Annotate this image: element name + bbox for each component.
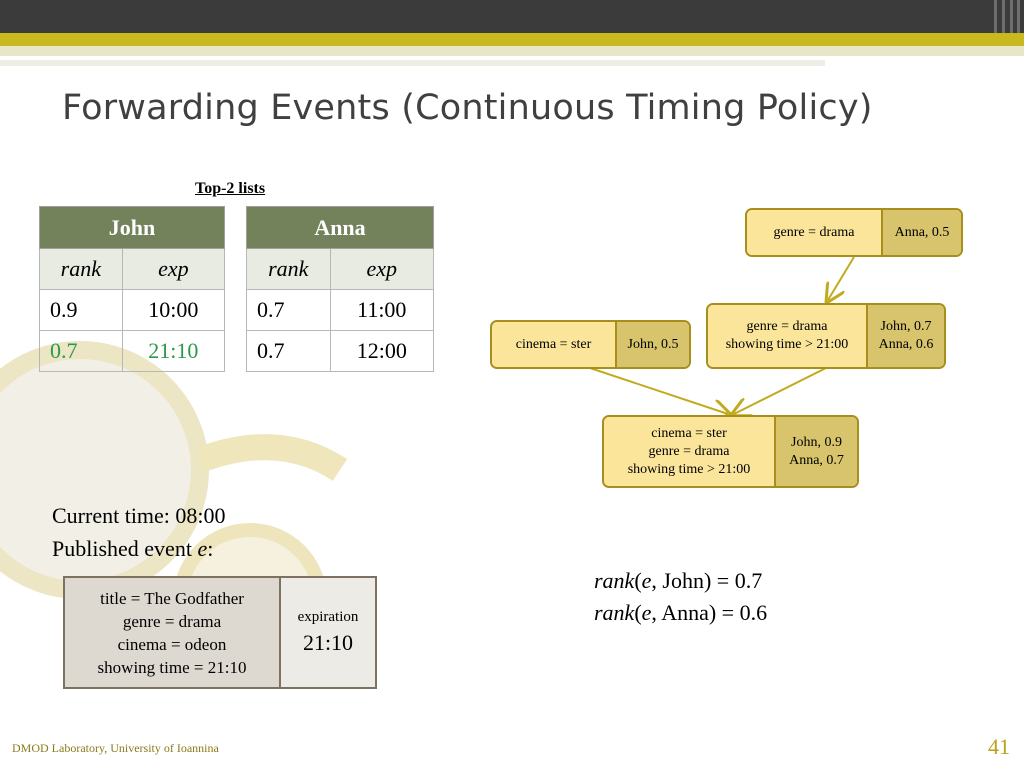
node-subscribers: John, 0.5: [617, 322, 689, 367]
event-attr-line: cinema = odeon: [117, 634, 227, 654]
col-header-exp: exp: [122, 249, 224, 290]
rank-fn: rank: [594, 600, 635, 625]
node-condition: [604, 417, 776, 486]
slide-footer: DMOD Laboratory, University of Ioannina: [12, 741, 219, 755]
top2-lists-caption: Top-2 lists: [195, 180, 266, 197]
rank-paren: (: [634, 600, 642, 625]
exp-cell: 12:00: [330, 331, 433, 372]
condition-line: showing time > 21:00: [725, 337, 849, 352]
event-expiration: [281, 578, 375, 687]
event-attr-line: genre = drama: [122, 611, 222, 631]
rank-var: e: [641, 600, 652, 625]
rank-fn: rank: [594, 568, 635, 593]
table-row: [247, 331, 434, 372]
graph-node-genre-time: [706, 303, 946, 369]
light-bar: [0, 46, 1024, 56]
exp-cell: 10:00: [122, 290, 224, 331]
event-variable: e: [197, 536, 208, 561]
gold-bar: [0, 33, 1024, 46]
bar-stripe: [1017, 0, 1020, 33]
graph-node-genre: [745, 208, 963, 257]
bar-stripe: [994, 0, 997, 33]
rank-cell: 0.7: [40, 331, 123, 372]
rank-cell: 0.7: [247, 331, 331, 372]
col-header-exp: exp: [330, 249, 433, 290]
exp-cell: 11:00: [330, 290, 433, 331]
bar-stripe: [1010, 0, 1013, 33]
condition-line: cinema = ster: [651, 425, 727, 441]
anna-toplist-table: [246, 206, 434, 372]
condition-line: genre = drama: [746, 319, 828, 334]
anna-table-header: Anna: [247, 207, 434, 249]
node-condition: cinema = ster: [492, 322, 617, 367]
bar-stripe: [1002, 0, 1005, 33]
condition-line: showing time > 21:00: [627, 461, 751, 477]
edge-genre-time-to-all: [734, 368, 826, 414]
published-suffix: :: [207, 536, 214, 561]
subscriber-line: John, 0.9: [791, 434, 842, 450]
condition-line: genre = drama: [648, 443, 730, 459]
event-attr-line: title = The Godfather: [100, 588, 244, 608]
node-subscribers: [776, 417, 857, 486]
light-bar-short: [0, 60, 825, 66]
edge-cinema-to-all: [590, 368, 728, 414]
table-row: [40, 331, 225, 372]
expiration-value: 21:10: [302, 630, 354, 655]
col-header-rank: rank: [40, 249, 123, 290]
node-condition: genre = drama: [747, 210, 883, 255]
published-event-text: [52, 536, 213, 562]
node-subscribers: [868, 305, 944, 367]
table-row: [40, 290, 225, 331]
page-number: 41: [988, 734, 1010, 759]
rank-cell: 0.9: [40, 290, 123, 331]
subscriber-line: Anna, 0.6: [878, 337, 934, 352]
published-event-box: [63, 576, 377, 689]
table-row: [247, 290, 434, 331]
rank-var: e: [641, 568, 652, 593]
col-header-rank: rank: [247, 249, 331, 290]
node-condition: [708, 305, 868, 367]
expiration-label: expiration: [297, 609, 359, 625]
rank-cell: 0.7: [247, 290, 331, 331]
rank-paren: (: [634, 568, 642, 593]
node-subscribers: Anna, 0.5: [883, 210, 961, 255]
event-attr-line: showing time = 21:10: [97, 657, 247, 677]
published-prefix: Published event: [52, 536, 198, 561]
john-toplist-table: [39, 206, 225, 372]
current-time-text: Current time: 08:00: [52, 503, 226, 528]
john-table-header: John: [40, 207, 225, 249]
event-attributes: [65, 578, 281, 687]
rank-john-formula: [594, 568, 762, 594]
rank-anna-formula: [594, 600, 767, 626]
rank-rest: , John) = 0.7: [651, 568, 763, 593]
exp-cell: 21:10: [122, 331, 224, 372]
rank-rest: , Anna) = 0.6: [651, 600, 768, 625]
edge-genre-to-genre-time: [828, 257, 854, 300]
graph-node-cinema: [490, 320, 691, 369]
subscriber-line: Anna, 0.7: [789, 452, 844, 468]
top-dark-bar: [0, 0, 1024, 33]
slide-title: Forwarding Events (Continuous Timing Policy): [62, 88, 873, 128]
subscriber-line: John, 0.7: [880, 319, 932, 334]
graph-node-all: [602, 415, 859, 488]
